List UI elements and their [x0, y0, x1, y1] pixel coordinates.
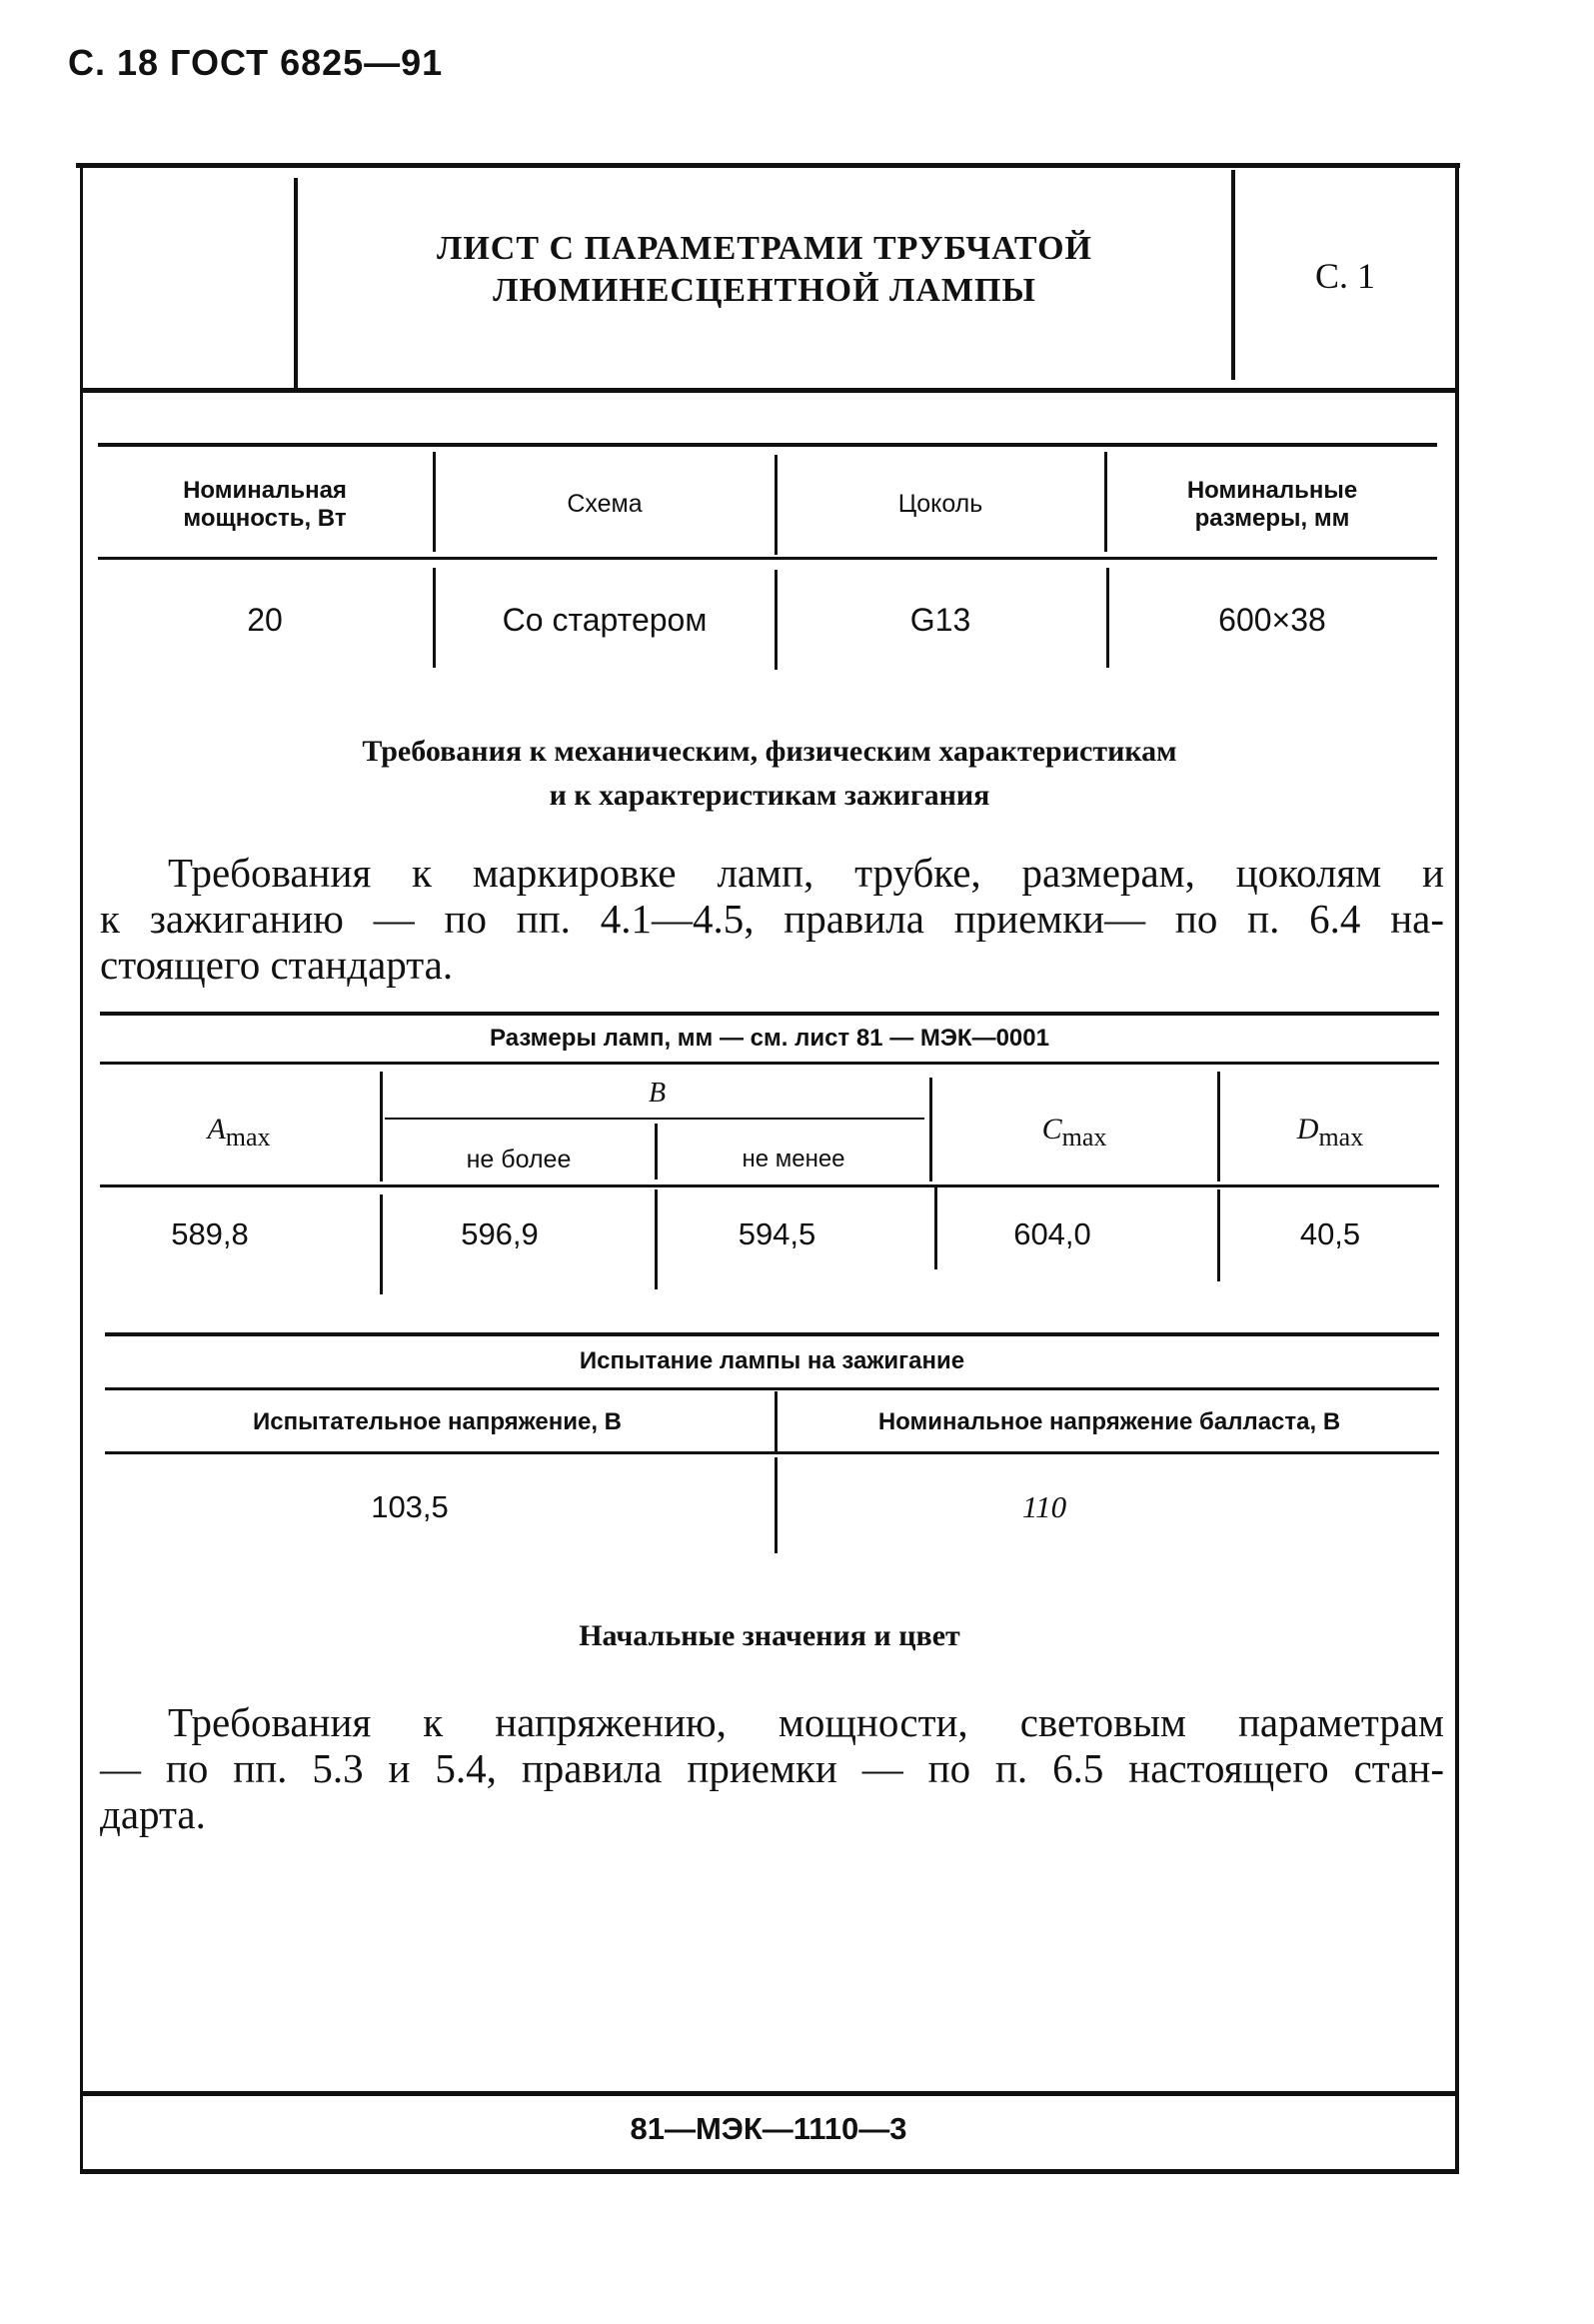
sheet-page-ref: С. 1	[1314, 256, 1375, 296]
header-scheme: Схема	[567, 490, 643, 518]
header-power-line1: Номинальная	[183, 476, 347, 504]
ignition-divider-header	[775, 1391, 778, 1451]
dims-header-d-letter: D	[1296, 1113, 1319, 1146]
dims-divider-a	[380, 1072, 383, 1181]
header-dimensions-line1: Номинальные	[1186, 476, 1358, 504]
dims-value-divider-4	[1217, 1189, 1220, 1281]
dims-divider-b	[929, 1078, 932, 1181]
dims-header-a	[100, 1090, 378, 1169]
footer-top-line	[80, 2091, 1457, 2096]
dims-header-c-sub: max	[1061, 1123, 1107, 1152]
section1-para-line3: стоящего стандарта.	[100, 942, 454, 988]
header-power-line2: мощность, Вт	[183, 504, 347, 532]
dims-header-d	[1221, 1090, 1439, 1169]
ignition-header-ballast-voltage: Номинальное напряжение балласта, В	[877, 1408, 1341, 1435]
sheet-title	[300, 228, 1229, 312]
header-dimensions-line2: размеры, мм	[1194, 504, 1350, 532]
sheet-title-line1: ЛИСТ С ПАРАМЕТРАМИ ТРУБЧАТОЙ	[437, 230, 1092, 267]
dims-header-b: B	[648, 1078, 667, 1109]
dims-b-sub-divider	[655, 1124, 658, 1179]
dims-header-a-letter: A	[207, 1113, 226, 1146]
value-power: 20	[247, 601, 283, 638]
page-header: С. 18 ГОСТ 6825—91	[68, 42, 444, 83]
dims-divider-c	[1217, 1072, 1220, 1181]
dims-header-d-sub: max	[1318, 1123, 1364, 1152]
header-dimensions	[1107, 462, 1437, 547]
section2-para-line2: — по пп. 5.3 и 5.4, правила приемки — по п. 6.5 настоящего стан-	[100, 1745, 1444, 1791]
dims-value-b-max: 596,9	[461, 1216, 539, 1251]
title-divider-left	[294, 178, 298, 388]
section1-para-line2: к зажиганию — по пп. 4.1—4.5, правила приемки— по п. 6.4 на-	[100, 896, 1444, 942]
header-power	[100, 462, 430, 547]
ignition-header-test-voltage: Испытательное напряжение, В	[253, 1408, 622, 1435]
dims-value-a: 589,8	[171, 1216, 249, 1251]
frame-left-line	[80, 163, 83, 2172]
ignition-value-ballast-voltage: 110	[1021, 1489, 1067, 1524]
section1-heading-line1: Требования к механическим, физическим характеристикам	[362, 735, 1177, 768]
dims-header-b-max: не более	[466, 1145, 572, 1173]
dims-table-caption: Размеры ламп, мм — см. лист 81 — МЭК—0001	[490, 1025, 1049, 1052]
section1-paragraph	[100, 850, 1444, 988]
dims-value-divider-2	[655, 1189, 658, 1289]
section2-para-line1: Требования к напряжению, мощности, световым параметрам	[168, 1699, 1444, 1745]
section2-paragraph	[100, 1699, 1444, 1837]
dims-b-sub-line	[385, 1118, 924, 1120]
footer-code: 81—МЭК—1110—3	[630, 2111, 907, 2146]
dims-value-divider-1	[380, 1194, 383, 1294]
dims-header-b-min: не менее	[742, 1146, 845, 1172]
dims-header-a-sub: max	[225, 1123, 271, 1152]
dims-table-caption-line	[100, 1062, 1439, 1065]
section2-para-line3: дарта.	[100, 1791, 206, 1837]
ignition-divider-value	[775, 1457, 778, 1553]
value-base: G13	[909, 601, 971, 638]
dims-value-d: 40,5	[1299, 1216, 1361, 1251]
section1-heading-line2: и к характеристикам зажигания	[549, 779, 990, 812]
section1-para-line1: Требования к маркировке ламп, трубке, размерам, цоколям и	[168, 850, 1444, 896]
header-base: Цоколь	[897, 490, 983, 518]
main-table-header-line	[98, 557, 1437, 560]
dims-table-top-line	[100, 1012, 1439, 1016]
dims-value-b-min: 594,5	[738, 1216, 816, 1251]
dims-value-c: 604,0	[1013, 1216, 1091, 1251]
ignition-table-caption-line	[105, 1387, 1439, 1390]
ignition-table-caption: Испытание лампы на зажигание	[579, 1347, 965, 1374]
value-dimensions: 600×38	[1218, 601, 1326, 638]
value-scheme: Со стартером	[502, 601, 708, 638]
sheet-title-line2: ЛЮМИНЕСЦЕНТНОЙ ЛАМПЫ	[493, 272, 1036, 309]
section1-heading	[100, 730, 1439, 818]
title-bottom-line	[80, 388, 1457, 393]
dims-table-header-line	[100, 1184, 1439, 1187]
ignition-table-top-line	[105, 1332, 1439, 1336]
section2-heading: Начальные значения и цвет	[579, 1619, 960, 1652]
frame-bottom-line	[80, 2169, 1459, 2174]
main-table-top-line	[98, 443, 1437, 447]
frame-top-line	[76, 163, 1460, 168]
dims-header-c	[934, 1090, 1214, 1169]
ignition-value-test-voltage: 103,5	[371, 1489, 449, 1524]
dims-header-c-letter: C	[1041, 1113, 1062, 1146]
ignition-table-header-line	[105, 1451, 1439, 1454]
frame-right-line	[1455, 163, 1459, 2172]
